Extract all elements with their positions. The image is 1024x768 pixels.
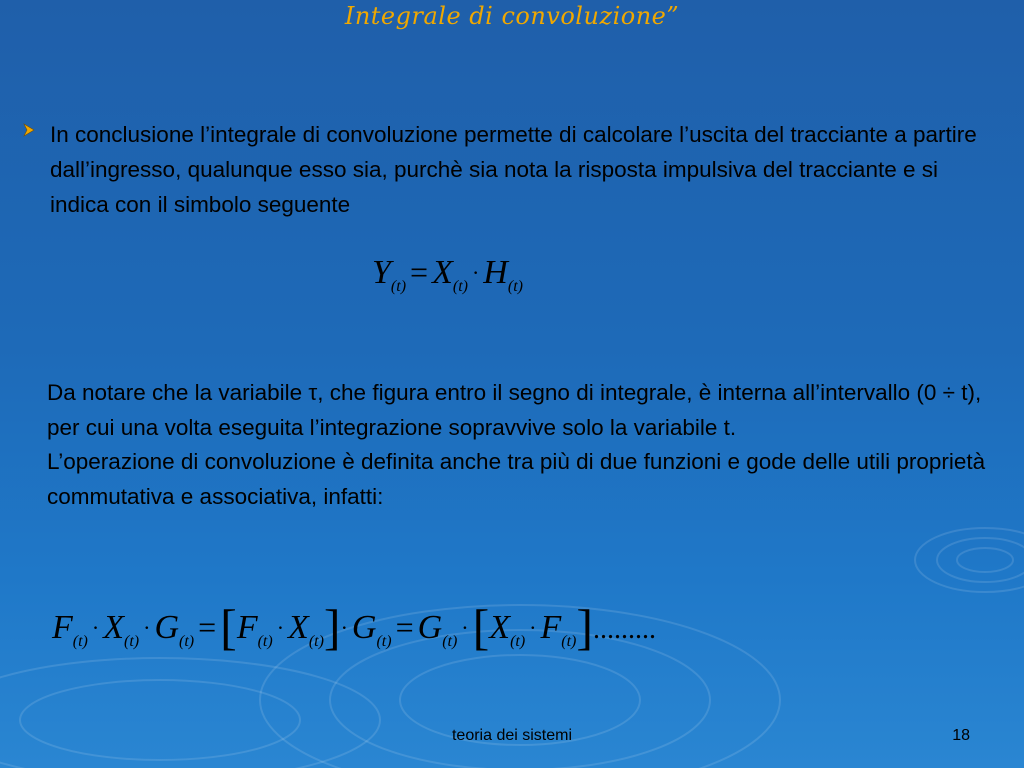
eq2-equals2: = (395, 609, 414, 645)
eq2-dot1: · (91, 615, 100, 640)
eq2-dot2: · (143, 615, 151, 640)
eq2-x2: X (288, 609, 309, 646)
eq1-h: H (483, 254, 508, 291)
eq2-g1: G (154, 609, 179, 646)
eq2-dot5: · (461, 615, 469, 640)
eq2-g3-sub: (t) (442, 633, 458, 650)
eq2-g2-sub: (t) (376, 633, 392, 650)
eq2-dot4: · (340, 615, 348, 640)
eq2-rbracket1: ] (323, 599, 341, 655)
body-paragraph (47, 376, 1007, 514)
eq2-f2-sub: (t) (257, 633, 273, 650)
paragraph-line-2: L’operazione di convoluzione è definita anche tra più di due funzioni e gode delle utili proprietà commutativa e associativa, infatti: (47, 449, 986, 509)
eq2-g1-sub: (t) (179, 633, 195, 650)
eq2-rbracket2: ] (576, 599, 594, 655)
paragraph-line-1: Da notare che la variabile τ, che figura entro il segno di integrale, è interna all’intervallo (0 ÷ t), per cui una volta eseguita l’integrazione sopravvive solo la variabile t. (47, 380, 982, 440)
equation-properties (52, 598, 656, 656)
eq1-y-sub: (t) (390, 278, 407, 295)
eq2-equals1: = (198, 609, 217, 645)
eq1-x: X (432, 254, 453, 291)
equation-convolution (372, 254, 523, 296)
footer-course-name: teoria dei sistemi (451, 727, 573, 744)
eq2-x1: X (103, 609, 124, 646)
eq1-x-sub: (t) (452, 278, 468, 295)
eq2-g2: G (351, 609, 377, 646)
eq2-trailing-dots: ......... (593, 614, 657, 645)
page-number: 18 (952, 727, 970, 744)
eq1-y: Y (372, 254, 391, 291)
eq2-f1: F (52, 609, 73, 646)
eq2-x1-sub: (t) (124, 633, 140, 650)
eq2-x2-sub: (t) (308, 633, 324, 650)
eq2-f1-sub: (t) (72, 633, 88, 650)
eq1-dot: · (471, 260, 480, 285)
eq2-x3-sub: (t) (510, 633, 526, 650)
eq2-lbracket2: [ (472, 599, 490, 655)
eq2-f2: F (236, 609, 258, 646)
slide-title: Integrale di convoluzione” (344, 2, 680, 30)
arrowhead-bullet-icon (22, 123, 36, 137)
eq2-lbracket1: [ (220, 599, 237, 655)
bullet-item (22, 117, 992, 222)
eq2-g3: G (417, 609, 443, 646)
eq1-equals: = (410, 254, 429, 290)
eq2-x3: X (489, 609, 511, 646)
eq2-f3: F (540, 609, 562, 646)
eq2-dot6: · (529, 615, 537, 640)
eq2-f3-sub: (t) (561, 633, 577, 650)
eq2-dot3: · (276, 615, 285, 640)
eq1-h-sub: (t) (507, 278, 523, 295)
bullet-text: In conclusione l’integrale di convoluzione permette di calcolare l’uscita del tracciante a partire dall’ingresso, qualunque esso sia, purchè sia nota la risposta impulsiva del tracciante e si indica con il simbolo seguente (50, 122, 977, 217)
